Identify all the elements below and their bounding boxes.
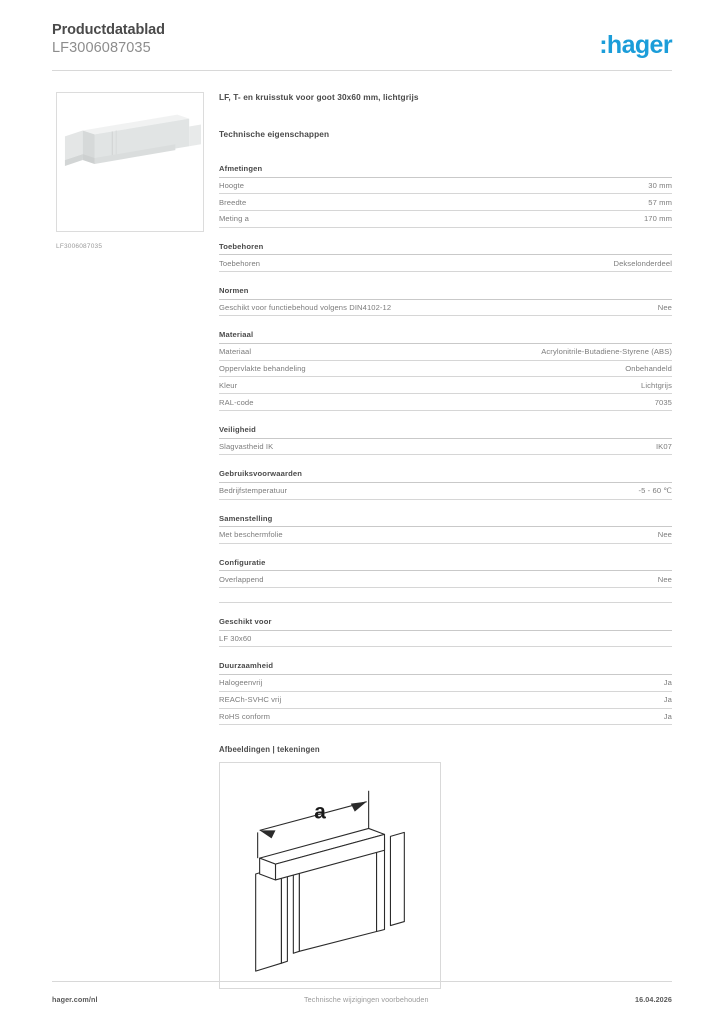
spec-label: Breedte — [219, 197, 247, 207]
spec-value: Ja — [663, 678, 672, 688]
spec-value: Nee — [657, 303, 672, 313]
spec-label: LF 30x60 — [219, 634, 252, 644]
spec-group-heading: Configuratie — [219, 558, 672, 572]
spec-label: Overlappend — [219, 574, 264, 584]
footer-website[interactable]: hager.com/nl — [52, 995, 98, 1004]
spec-row — [219, 439, 672, 456]
footer-divider — [52, 981, 672, 982]
spec-value: Acrylonitrile-Butadiene-Styrene (ABS) — [541, 347, 672, 357]
spec-label: REACh-SVHC vrij — [219, 695, 282, 705]
section-separator — [219, 602, 672, 603]
spec-value: 170 mm — [643, 214, 672, 224]
spec-value: Onbehandeld — [625, 364, 672, 374]
spec-row — [219, 692, 672, 709]
spec-row — [219, 194, 672, 211]
spec-value: Ja — [663, 695, 672, 705]
spec-label: Meting a — [219, 214, 249, 224]
technical-drawing-frame — [219, 762, 441, 989]
svg-text:a: a — [314, 800, 326, 824]
spec-row — [219, 571, 672, 588]
spec-label: Met beschermfolie — [219, 530, 283, 540]
technical-properties-heading: Technische eigenschappen — [219, 129, 330, 139]
spec-row — [219, 675, 672, 692]
product-image-caption: LF3006087035 — [56, 243, 103, 250]
spec-label: RoHS conform — [219, 711, 270, 721]
spec-group — [219, 242, 672, 272]
spec-label: Geschikt voor functiebehoud volgens DIN4102-12 — [219, 303, 392, 313]
spec-row — [219, 300, 672, 317]
spec-value: 57 mm — [648, 197, 672, 207]
spec-group-heading: Gebruiksvoorwaarden — [219, 469, 672, 483]
spec-label: RAL-code — [219, 397, 254, 407]
spec-row — [219, 709, 672, 726]
spec-value: Lichtgrijs — [641, 380, 672, 390]
spec-label: Kleur — [219, 380, 238, 390]
spec-row — [219, 377, 672, 394]
spec-group — [219, 164, 672, 228]
spec-label: Bedrijfstemperatuur — [219, 486, 288, 496]
spec-group — [219, 469, 672, 499]
spec-value: Dekselonderdeel — [613, 258, 672, 268]
spec-group-heading: Toebehoren — [219, 242, 672, 256]
spec-row — [219, 394, 672, 411]
spec-value: 7035 — [654, 397, 672, 407]
spec-group-heading: Materiaal — [219, 330, 672, 344]
spec-group — [219, 661, 672, 725]
spec-label: Oppervlakte behandeling — [219, 364, 306, 374]
spec-group — [219, 330, 672, 411]
page-title: Productdatablad — [52, 22, 165, 38]
spec-row — [219, 178, 672, 195]
spec-group-heading: Afmetingen — [219, 164, 672, 178]
spec-group-heading: Veiligheid — [219, 425, 672, 439]
spec-group-heading: Normen — [219, 286, 672, 300]
spec-group — [219, 617, 672, 647]
page-header — [52, 22, 672, 68]
spec-row — [219, 344, 672, 361]
spec-label: Slagvastheid IK — [219, 441, 274, 451]
spec-group — [219, 558, 672, 588]
footer-disclaimer: Technische wijzigingen voorbehouden — [303, 995, 429, 1004]
product-photo-icon — [57, 93, 203, 231]
spec-value: Ja — [663, 711, 672, 721]
spec-group — [219, 514, 672, 544]
spec-row — [219, 211, 672, 228]
hager-logo: :hager — [599, 31, 672, 59]
product-reference: LF3006087035 — [52, 40, 151, 56]
spec-label: Toebehoren — [219, 258, 261, 268]
spec-label: Halogeenvrij — [219, 678, 263, 688]
header-divider — [52, 70, 672, 71]
spec-value: Nee — [657, 530, 672, 540]
spec-value: 30 mm — [648, 180, 672, 190]
technical-drawing-icon — [220, 763, 440, 988]
product-image-frame — [56, 92, 204, 232]
spec-label: Hoogte — [219, 180, 245, 190]
spec-group-heading: Duurzaamheid — [219, 661, 672, 675]
page-footer — [52, 995, 672, 1004]
footer-date: 16.04.2026 — [635, 995, 672, 1004]
drawings-heading: Afbeeldingen | tekeningen — [219, 745, 320, 755]
spec-group-heading: Geschikt voor — [219, 617, 672, 631]
spec-row — [219, 361, 672, 378]
spec-groups — [219, 164, 672, 725]
datasheet-content — [219, 92, 672, 989]
spec-label: Materiaal — [219, 347, 252, 357]
product-title: LF, T- en kruisstuk voor goot 30x60 mm, lichtgrijs — [219, 92, 419, 102]
spec-group — [219, 425, 672, 455]
spec-group — [219, 286, 672, 316]
spec-value: Nee — [657, 574, 672, 584]
spec-row — [219, 483, 672, 500]
spec-row — [219, 527, 672, 544]
spec-row — [219, 255, 672, 272]
spec-row — [219, 631, 672, 648]
spec-group-heading: Samenstelling — [219, 514, 672, 528]
spec-value: IK07 — [655, 441, 672, 451]
spec-value: -5 - 60 ℃ — [638, 486, 672, 496]
